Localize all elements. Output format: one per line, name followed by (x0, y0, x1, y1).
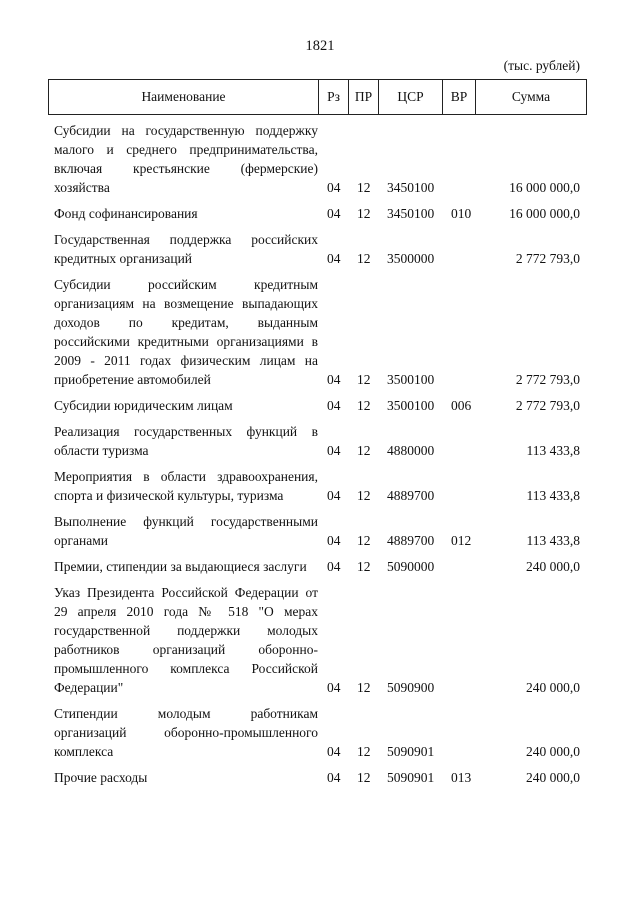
table-row (0, 704, 640, 761)
row-csr: 5090901 (387, 770, 435, 785)
row-rz: 04 (327, 744, 341, 759)
row-sum: 2 772 793,0 (515, 398, 580, 413)
row-csr: 5090900 (387, 680, 435, 695)
row-rz: 04 (327, 680, 341, 695)
table-row (0, 230, 640, 268)
row-pr: 12 (357, 488, 371, 503)
table-row (0, 275, 640, 389)
row-rz: 04 (327, 251, 341, 266)
row-rz: 04 (327, 398, 341, 413)
table-row (0, 512, 640, 550)
row-sum: 240 000,0 (526, 680, 580, 695)
row-csr: 3500000 (387, 251, 435, 266)
row-csr: 5090901 (387, 744, 435, 759)
row-name: Прочие расходы (54, 770, 148, 785)
row-rz: 04 (327, 770, 341, 785)
row-rz: 04 (327, 488, 341, 503)
row-rz: 04 (327, 206, 341, 221)
table-row (0, 583, 640, 697)
table-row (0, 204, 640, 223)
row-name: Фонд софинансирования (54, 206, 198, 221)
row-sum: 240 000,0 (526, 770, 580, 785)
header-sum: Сумма (475, 80, 587, 114)
table-row (0, 396, 640, 415)
row-pr: 12 (357, 206, 371, 221)
row-name: Субсидии российским кредитным организациям на возмещение выпадающих доходов по кредитам, выданным российскими кредитными организациями в 2009 - 2011 годах физическим лицам на приобретение автомобилей (54, 277, 318, 387)
row-csr: 3450100 (387, 206, 435, 221)
row-csr: 3500100 (387, 372, 435, 387)
header-name: Наименование (48, 80, 318, 114)
row-pr: 12 (357, 443, 371, 458)
row-sum: 16 000 000,0 (509, 180, 580, 195)
row-csr: 4889700 (387, 488, 435, 503)
row-vr: 013 (451, 770, 472, 785)
row-pr: 12 (357, 372, 371, 387)
row-sum: 2 772 793,0 (515, 251, 580, 266)
row-pr: 12 (357, 770, 371, 785)
row-pr: 12 (357, 251, 371, 266)
row-vr: 010 (451, 206, 472, 221)
row-pr: 12 (357, 533, 371, 548)
row-name: Реализация государственных функций в области туризма (54, 424, 318, 458)
row-name: Указ Президента Российской Федерации от 29 апреля 2010 года № 518 "О мерах государственной поддержки молодых работников организаций оборонно-промышленного комплекса Российской Федерации" (54, 585, 318, 695)
row-rz: 04 (327, 180, 341, 195)
table-row (0, 467, 640, 505)
row-sum: 240 000,0 (526, 559, 580, 574)
row-rz: 04 (327, 372, 341, 387)
table-row (0, 557, 640, 576)
row-sum: 113 433,8 (526, 443, 580, 458)
row-pr: 12 (357, 559, 371, 574)
row-name: Субсидии на государственную поддержку малого и среднего предпринимательства, включая крестьянские (фермерские) хозяйства (54, 123, 318, 195)
row-pr: 12 (357, 180, 371, 195)
row-name: Государственная поддержка российских кредитных организаций (54, 232, 318, 266)
row-csr: 4889700 (387, 533, 435, 548)
row-name: Выполнение функций государственными органами (54, 514, 318, 548)
row-sum: 113 433,8 (526, 488, 580, 503)
row-sum: 113 433,8 (526, 533, 580, 548)
row-sum: 16 000 000,0 (509, 206, 580, 221)
header-vr: ВР (442, 80, 475, 114)
row-csr: 5090000 (387, 559, 435, 574)
row-name: Премии, стипендии за выдающиеся заслуги (54, 559, 307, 574)
table-row (0, 768, 640, 787)
row-csr: 4880000 (387, 443, 435, 458)
row-pr: 12 (357, 398, 371, 413)
row-name: Стипендии молодым работникам организаций оборонно-промышленного комплекса (54, 706, 318, 759)
table-header (48, 79, 587, 115)
table-row (0, 422, 640, 460)
row-name: Субсидии юридическим лицам (54, 398, 233, 413)
row-rz: 04 (327, 533, 341, 548)
row-rz: 04 (327, 443, 341, 458)
header-pr: ПР (348, 80, 378, 114)
row-rz: 04 (327, 559, 341, 574)
header-csr: ЦСР (378, 80, 442, 114)
row-vr: 012 (451, 533, 472, 548)
row-vr: 006 (451, 398, 472, 413)
row-pr: 12 (357, 680, 371, 695)
table-body (0, 121, 640, 794)
row-pr: 12 (357, 744, 371, 759)
page-number: 1821 (305, 38, 335, 54)
row-name: Мероприятия в области здравоохранения, спорта и физической культуры, туризма (54, 469, 318, 503)
table-row (0, 121, 640, 197)
row-csr: 3500100 (387, 398, 435, 413)
row-sum: 240 000,0 (526, 744, 580, 759)
row-csr: 3450100 (387, 180, 435, 195)
header-rz: Рз (318, 80, 348, 114)
units-label: (тыс. рублей) (503, 58, 580, 73)
row-sum: 2 772 793,0 (515, 372, 580, 387)
